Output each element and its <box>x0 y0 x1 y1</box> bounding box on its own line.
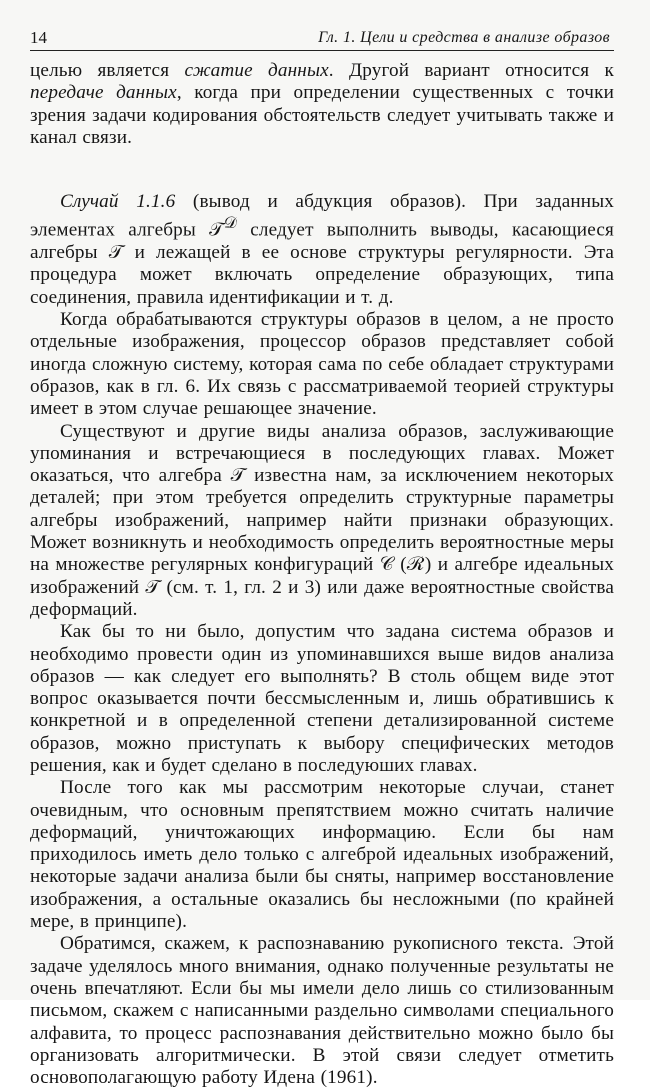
paragraph: Как бы то ни было, допустим что задана система образов и необходимо провести один из упоминавшихся выше видов анализа образов — как следует его выполнять? В столь общем виде этот вопрос оказывается почти бессмысленным и, лишь обратившись к конкретной и в определенной степени детализированной системе образов, можно приступать к выбору специфических методов решения, как и будет сделано в последуюших главах. <box>30 621 614 776</box>
text-run: . Другой вариант относится к <box>328 60 614 81</box>
superscript: 𝒟 <box>224 215 237 233</box>
text-run: целью является <box>30 60 185 81</box>
running-title: Гл. 1. Цели и средства в анализе образов <box>318 29 610 46</box>
paragraph: Когда обрабатываются структуры образов в целом, а не просто отдельные изображения, процессор образов представляет собой иногда сложную систему, которая сама по себе обладает структурами образов, как в гл. 6. Их связь с рассматриваемой теорией структуры имеет в этом случае решающее значение. <box>30 309 614 420</box>
header-rule <box>30 50 614 51</box>
text-run: , когда при определении существенных с точки зрения задачи кодирования обстоятельств следует учитывать также и канал связи. <box>30 82 614 148</box>
case-label: Случай 1.1.6 <box>60 191 176 213</box>
paragraph <box>30 191 614 309</box>
text-run: следует выполнить выводы, касающиеся алгебры 𝒯 и лежащей в ее основе структуры регулярности. Эта процедура может включать определение образующих, типа соединения, правила идентификации и т. д. <box>30 219 614 308</box>
page-body <box>30 60 614 1089</box>
paragraph: Существуют и другие виды анализа образов, заслуживающие упоминания и встречающиеся в последующих главах. Может оказаться, что алгебра 𝒯 известна нам, за исключением некоторых деталей; при этом требуется определить структурные параметры алгебры изображений, например найти признаки образующих. Может возникнуть и необходимость определить вероятностные меры на множестве регулярных конфигураций 𝒞 (ℛ) и алгебре идеальных изображений 𝒯 (см. т. 1, гл. 2 и 3) или даже вероятностные свойства деформаций. <box>30 420 614 620</box>
page-header <box>30 28 614 52</box>
text-run: (вывод и абдукция образов). При заданных элементах алгебры 𝒯 <box>30 191 615 241</box>
paragraph: После того как мы рассмотрим некоторые случаи, станет очевидным, что основным препятствием можно считать наличие деформаций, уничтожающих информацию. Если бы нам приходилось иметь дело только с алгеброй идеальных изображений, некоторые задачи анализа были бы сняты, например восстановление изображения, а остальные оказались бы несложными (по крайней мере, в принципе). <box>30 777 614 933</box>
paragraph: Обратимся, скажем, к распознаванию рукописного текста. Этой задаче уделялось много внимания, однако полученные результаты не очень впечатляют. Если бы мы имели дело лишь со стилизованным письмом, скажем с написанными раздельно символами специального алфавита, то процесс распознавания действительно можно было бы организовать алгоритмически. В этой связи следует отметить основополагающую работу Идена (1961). <box>30 933 614 1089</box>
italic-term: передаче данных <box>30 82 177 104</box>
paragraph <box>30 60 614 149</box>
italic-term: сжатие данных <box>184 60 329 81</box>
page-number: 14 <box>30 28 47 47</box>
